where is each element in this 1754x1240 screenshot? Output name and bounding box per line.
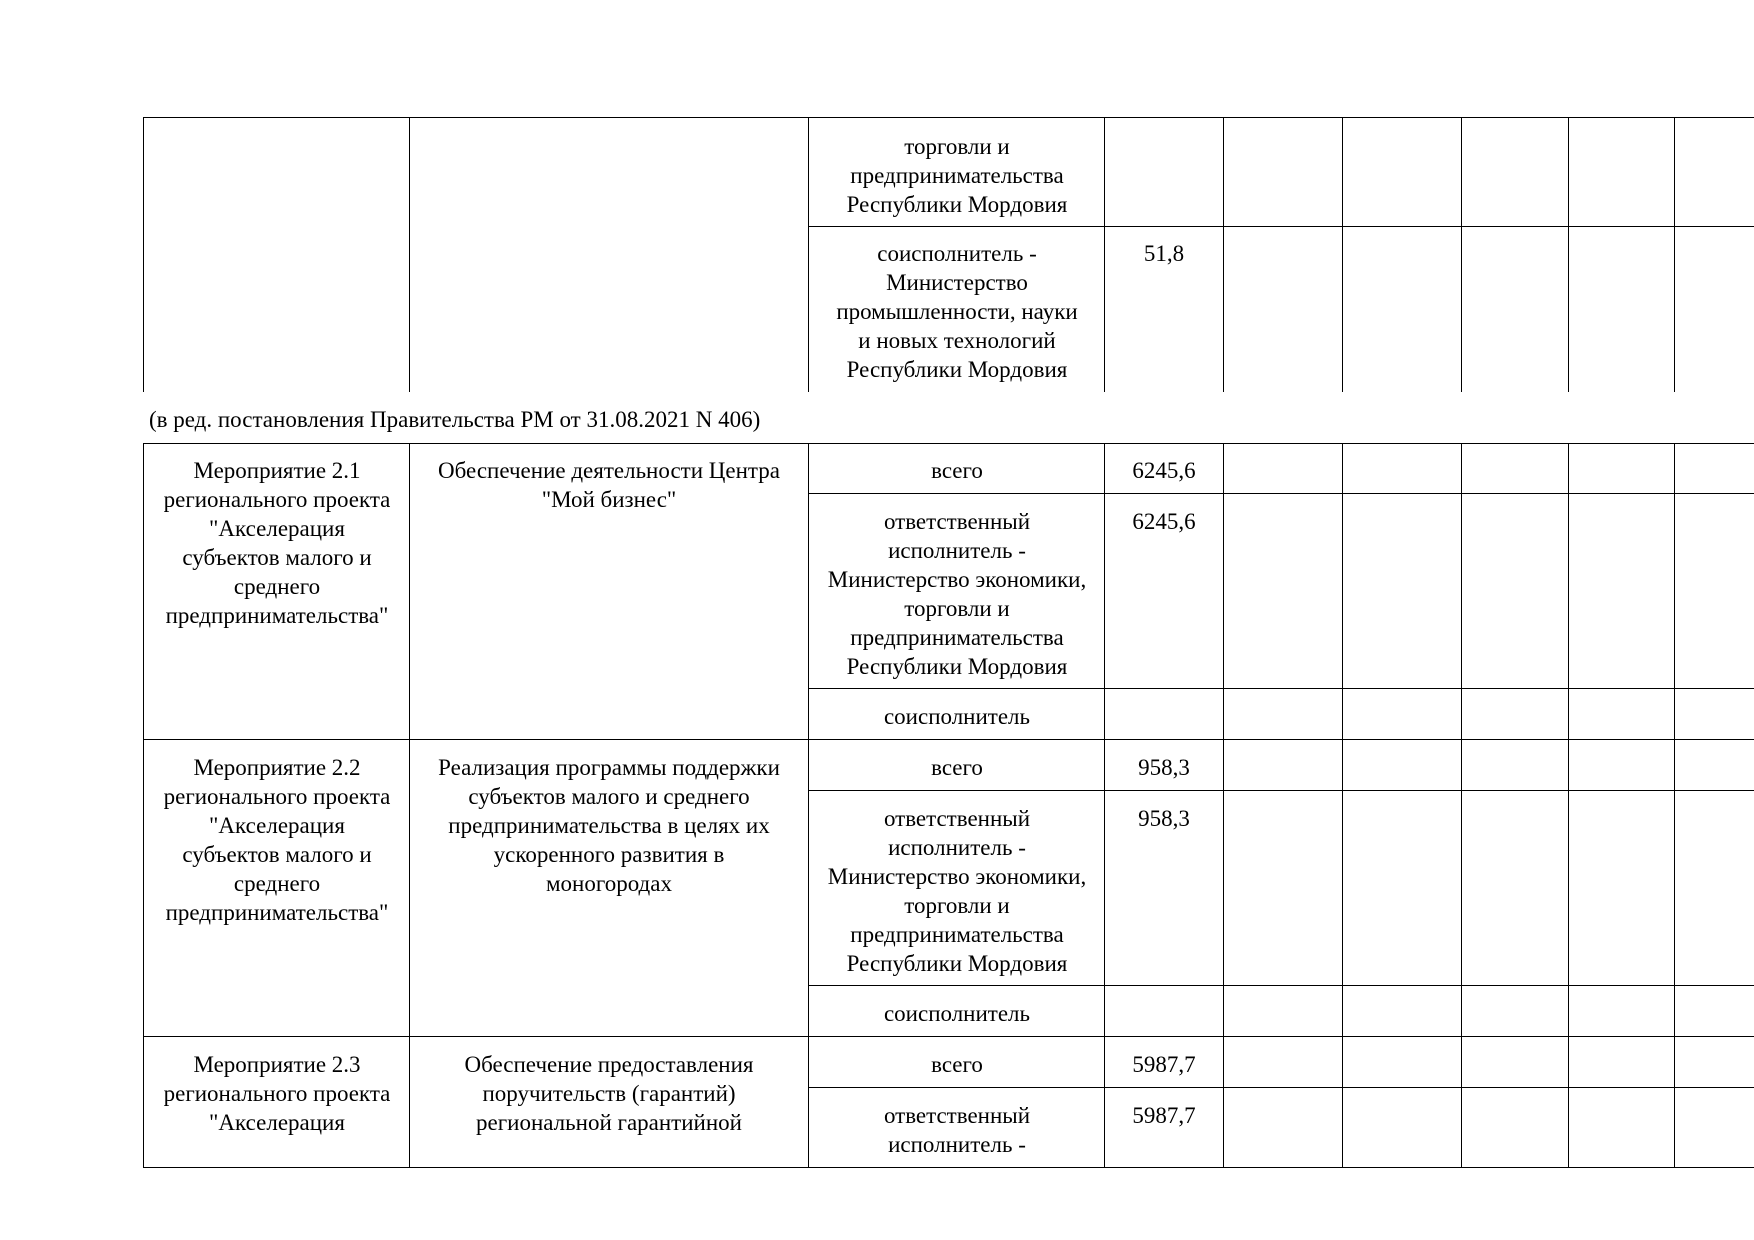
measure-2-2-total-label: всего — [931, 755, 983, 780]
measure-2-1-responsible-amount: 6245,6 — [1132, 509, 1196, 534]
table-rule — [143, 443, 144, 1168]
top-role-cell: торговли и предпринимательства Республики Мордовия — [846, 134, 1068, 217]
measure-2-3-total-label: всего — [931, 1052, 983, 1077]
table-rule — [143, 739, 1754, 740]
table-rule — [808, 1087, 1754, 1088]
table-rule — [1674, 117, 1675, 392]
table-rule — [1568, 443, 1569, 1168]
table-rule — [1674, 443, 1675, 1168]
top-coexecutor-amount: 51,8 — [1143, 241, 1185, 266]
table-rule — [143, 117, 1754, 118]
measure-2-1-coexecutor-label: соисполнитель — [883, 704, 1031, 729]
table-rule — [808, 493, 1754, 494]
measure-2-2-responsible-amount: 958,3 — [1138, 806, 1190, 831]
measure-name-2-2: Мероприятие 2.2 регионального проекта "Акселерация субъектов малого и среднего предпринимательства" — [163, 755, 391, 925]
measure-2-3-responsible-label: ответственный исполнитель - — [883, 1103, 1031, 1157]
table-rule — [143, 443, 1754, 444]
table-rule — [1461, 443, 1462, 1168]
measure-2-2-responsible-label: ответственный исполнитель - Министерство экономики, торговли и предпринимательства Республики Мордовия — [827, 806, 1087, 976]
table-rule — [808, 985, 1754, 986]
table-rule — [1104, 117, 1105, 392]
table-rule — [808, 117, 809, 392]
table-rule — [143, 1167, 1754, 1168]
table-rule — [1568, 117, 1569, 392]
measure-2-2-total-amount: 958,3 — [1138, 755, 1190, 780]
measure-description-2-2: Реализация программы поддержки субъектов малого и среднего предпринимательства в целях их ускоренного развития в моногородах — [438, 755, 780, 896]
table-rule — [1342, 117, 1343, 392]
table-rule — [1342, 443, 1343, 1168]
measure-description-2-3: Обеспечение предоставления поручительств (гарантий) региональной гарантийной — [464, 1052, 754, 1135]
table-rule — [409, 117, 410, 392]
top-coexecutor-cell: соисполнитель - Министерство промышленности, науки и новых технологий Республики Мордовия — [836, 241, 1078, 382]
table-rule — [1461, 117, 1462, 392]
measure-name-2-1: Мероприятие 2.1 регионального проекта "Акселерация субъектов малого и среднего предпринимательства" — [163, 458, 391, 628]
amendment-note: (в ред. постановления Правительства РМ от 31.08.2021 N 406) — [149, 407, 761, 432]
measure-name-2-3: Мероприятие 2.3 регионального проекта "Акселерация — [163, 1052, 391, 1135]
measure-2-2-coexecutor-label: соисполнитель — [883, 1001, 1031, 1026]
table-rule — [808, 443, 809, 1168]
table-rule — [808, 790, 1754, 791]
measure-2-1-total-amount: 6245,6 — [1132, 458, 1196, 483]
measure-2-1-responsible-label: ответственный исполнитель - Министерство экономики, торговли и предпринимательства Республики Мордовия — [827, 509, 1087, 679]
table-rule — [808, 226, 1754, 227]
table-rule — [808, 688, 1754, 689]
table-rule — [143, 1036, 1754, 1037]
table-rule — [1223, 443, 1224, 1168]
measure-2-3-responsible-amount: 5987,7 — [1132, 1103, 1196, 1128]
measure-2-3-total-amount: 5987,7 — [1132, 1052, 1196, 1077]
table-rule — [409, 443, 410, 1168]
measure-description-2-1: Обеспечение деятельности Центра "Мой бизнес" — [438, 458, 780, 512]
table-rule — [1104, 443, 1105, 1168]
table-rule — [143, 117, 144, 392]
measure-2-1-total-label: всего — [931, 458, 983, 483]
table-rule — [1223, 117, 1224, 392]
